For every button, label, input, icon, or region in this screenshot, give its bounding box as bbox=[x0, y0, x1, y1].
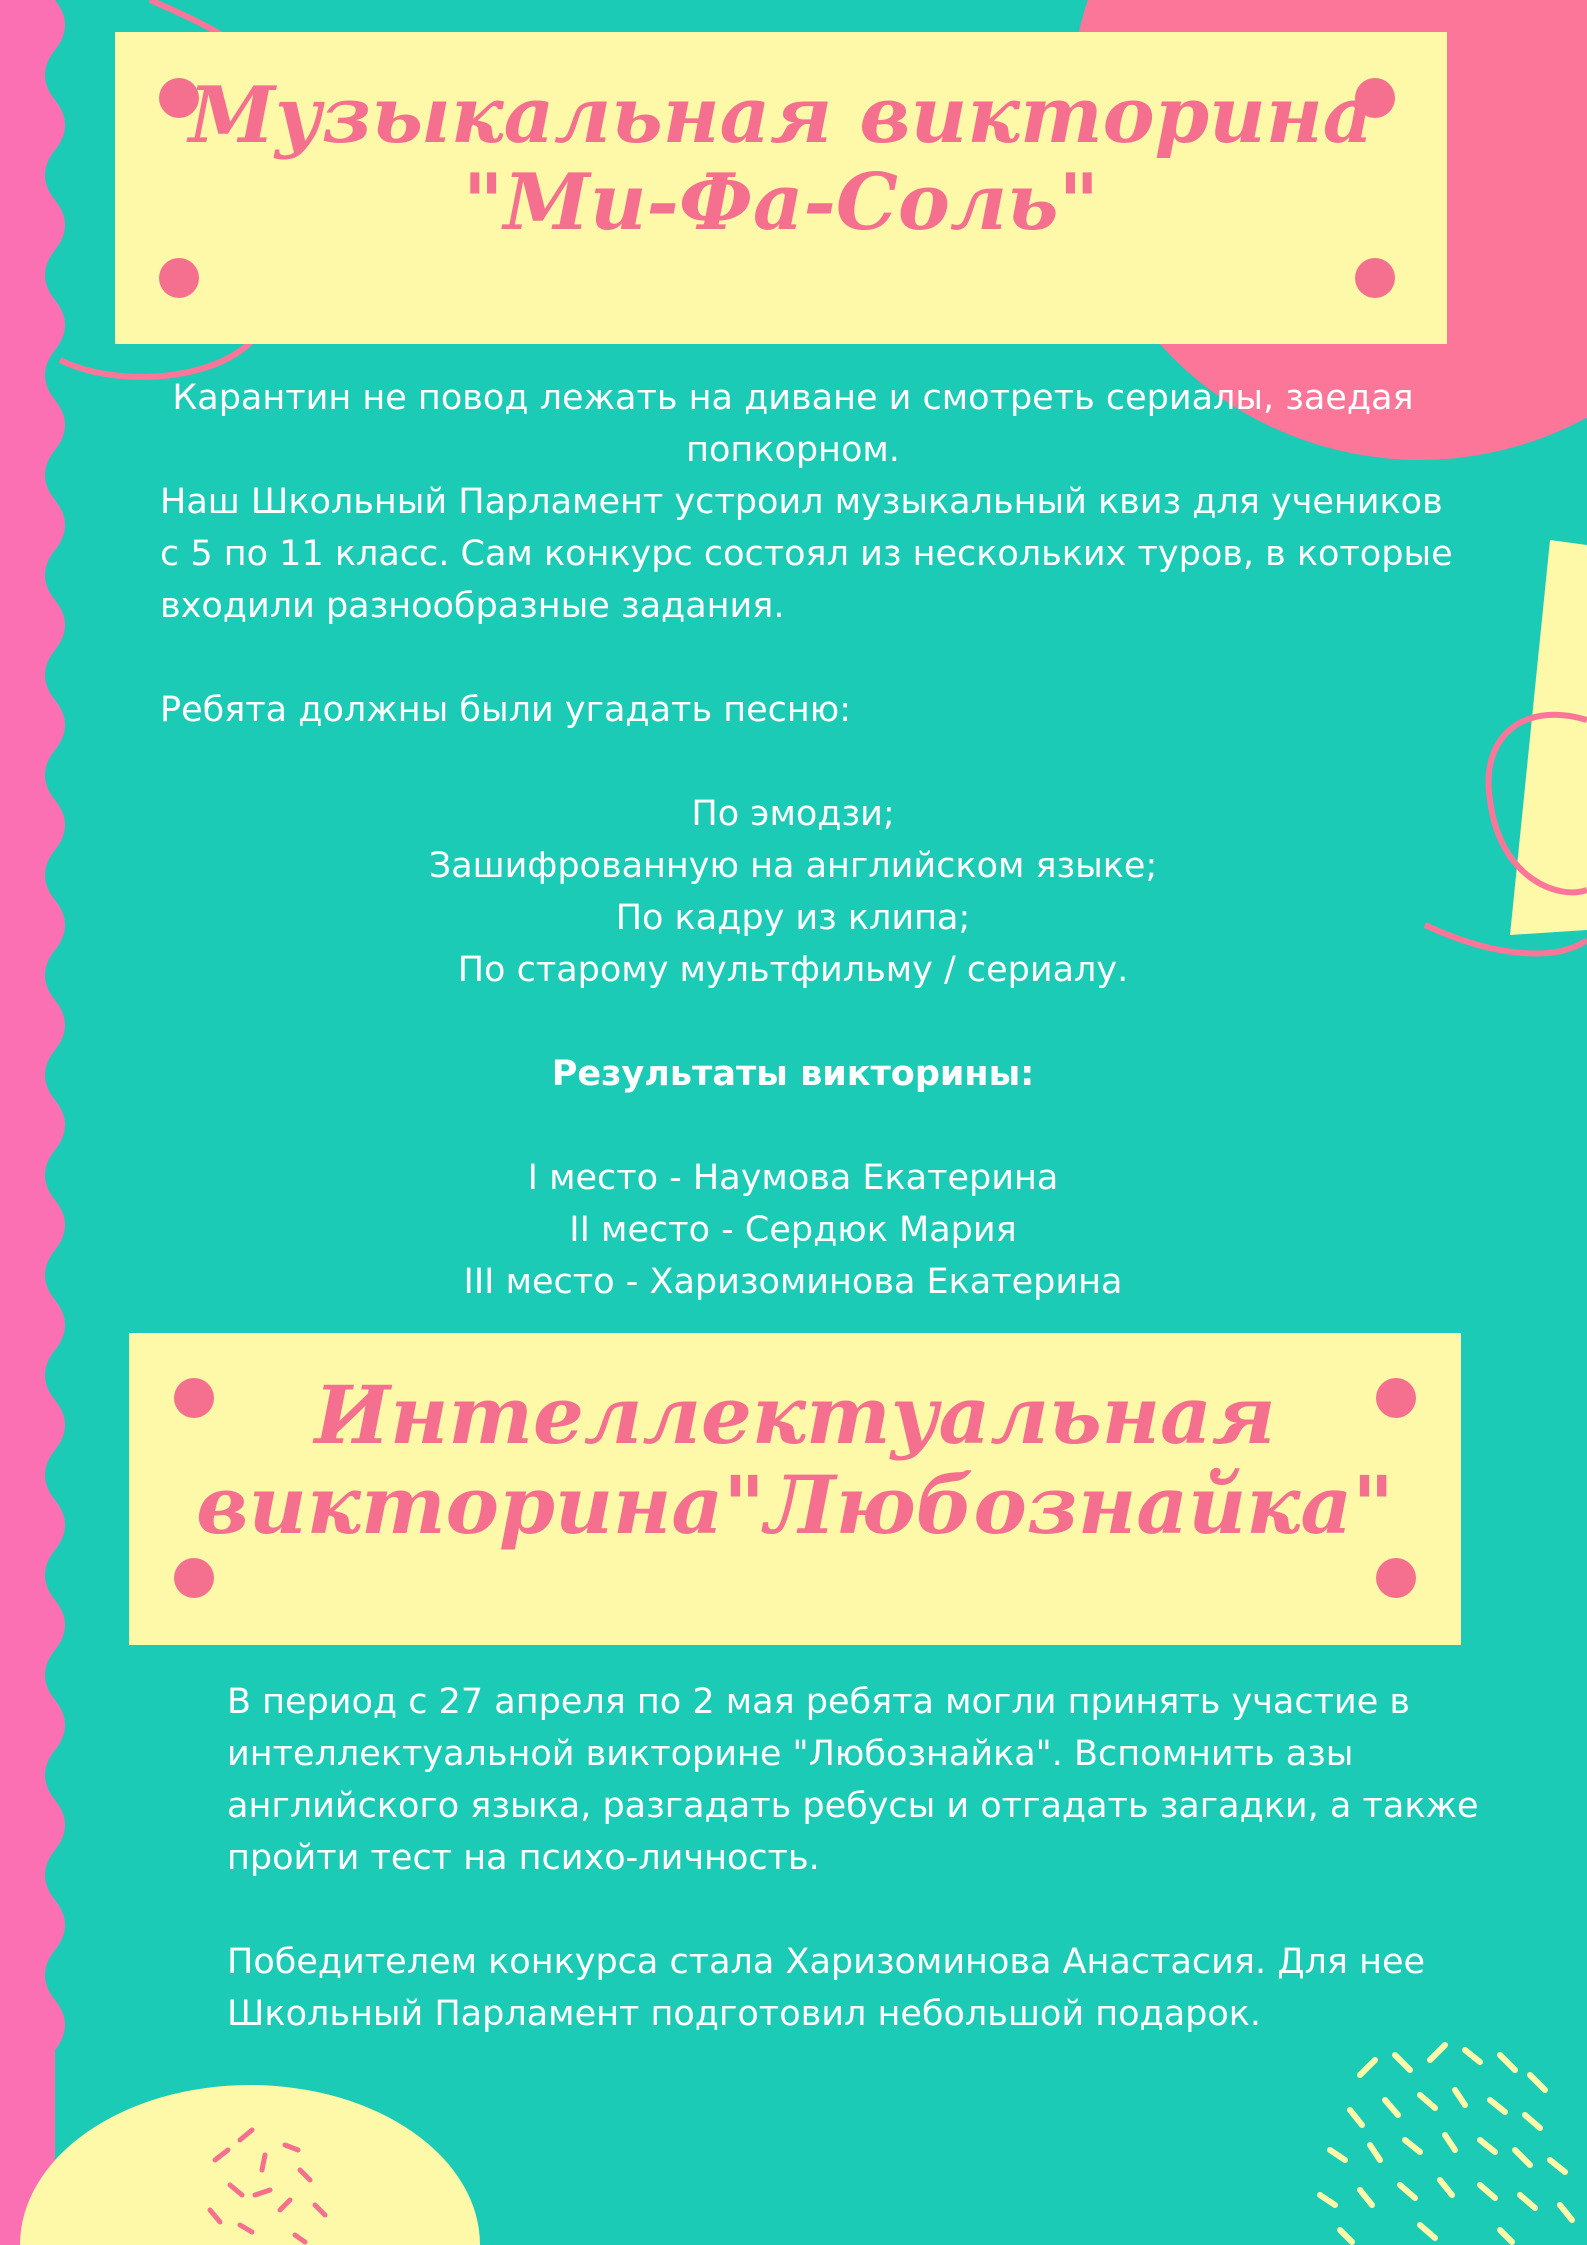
quiz2-line: английского языка, разгадать ребусы и отгадать загадки, а также bbox=[227, 1786, 1479, 1826]
yellow-sprinkles bbox=[1320, 2045, 1572, 2242]
quiz1-body-line: с 5 по 11 класс. Сам конкурс состоял из нескольких туров, в которые bbox=[160, 534, 1453, 574]
task-item: По кадру из клипа; bbox=[615, 898, 971, 938]
result-item: II место - Сердюк Мария bbox=[569, 1210, 1017, 1250]
yellow-rect-shape bbox=[1510, 540, 1587, 935]
result-item: III место - Харизоминова Екатерина bbox=[463, 1262, 1123, 1302]
quiz1-title-banner bbox=[115, 32, 1447, 344]
results-heading-text: Результаты викторины: bbox=[551, 1054, 1035, 1094]
results-heading bbox=[160, 1048, 1426, 1100]
quiz2-line: Победителем конкурса стала Харизоминова Анастасия. Для нее bbox=[227, 1942, 1426, 1982]
quiz2-paragraph-2 bbox=[227, 1936, 1477, 2040]
result-item: I место - Наумова Екатерина bbox=[527, 1158, 1059, 1198]
task-item: Зашифрованную на английском языке; bbox=[428, 846, 1158, 886]
quiz1-title bbox=[115, 72, 1447, 247]
quiz1-intro-line: Карантин не повод лежать на диване и смотреть сериалы, заедая bbox=[172, 378, 1414, 418]
task-item: По эмодзи; bbox=[691, 794, 895, 834]
banner-dot bbox=[1355, 258, 1395, 298]
quiz2-title-banner bbox=[129, 1333, 1461, 1645]
quiz1-title-line2: "Ми-Фа-Соль" bbox=[462, 157, 1100, 249]
task-intro-text: Ребята должны были угадать песню: bbox=[160, 690, 851, 730]
quiz1-intro-line: попкорном. bbox=[686, 430, 900, 470]
quiz2-title bbox=[129, 1368, 1461, 1552]
quiz1-task-intro bbox=[160, 684, 1460, 736]
quiz2-line: интеллектуальной викторине "Любознайка". Вспомнить азы bbox=[227, 1734, 1354, 1774]
banner-dot bbox=[174, 1558, 214, 1598]
quiz2-paragraph-1 bbox=[227, 1676, 1477, 1884]
quiz1-title-line1: Музыкальная викторина bbox=[188, 70, 1374, 161]
wavy-stripe-shape bbox=[0, 0, 65, 2245]
quiz2-line: пройти тест на психо-личность. bbox=[227, 1838, 820, 1878]
quiz2-line: Школьный Парламент подготовил небольшой подарок. bbox=[227, 1994, 1262, 2034]
results-list bbox=[160, 1152, 1426, 1308]
quiz2-title-line2: викторина"Любознайка" bbox=[196, 1457, 1394, 1552]
quiz2-title-line1: Интеллектуальная bbox=[314, 1368, 1276, 1462]
quiz2-line: В период с 27 апреля по 2 мая ребята могли принять участие в bbox=[227, 1682, 1410, 1722]
yellow-blob-shape bbox=[20, 2085, 480, 2245]
quiz1-body bbox=[160, 476, 1460, 632]
banner-dot bbox=[159, 258, 199, 298]
quiz1-intro bbox=[160, 372, 1426, 476]
quiz1-body-line: входили разнообразные задания. bbox=[160, 586, 785, 626]
task-item: По старому мультфильму / сериалу. bbox=[457, 950, 1129, 990]
banner-dot bbox=[1376, 1558, 1416, 1598]
quiz1-task-list bbox=[160, 788, 1426, 996]
quiz1-body-line: Наш Школьный Парламент устроил музыкальный квиз для учеников bbox=[160, 482, 1443, 522]
